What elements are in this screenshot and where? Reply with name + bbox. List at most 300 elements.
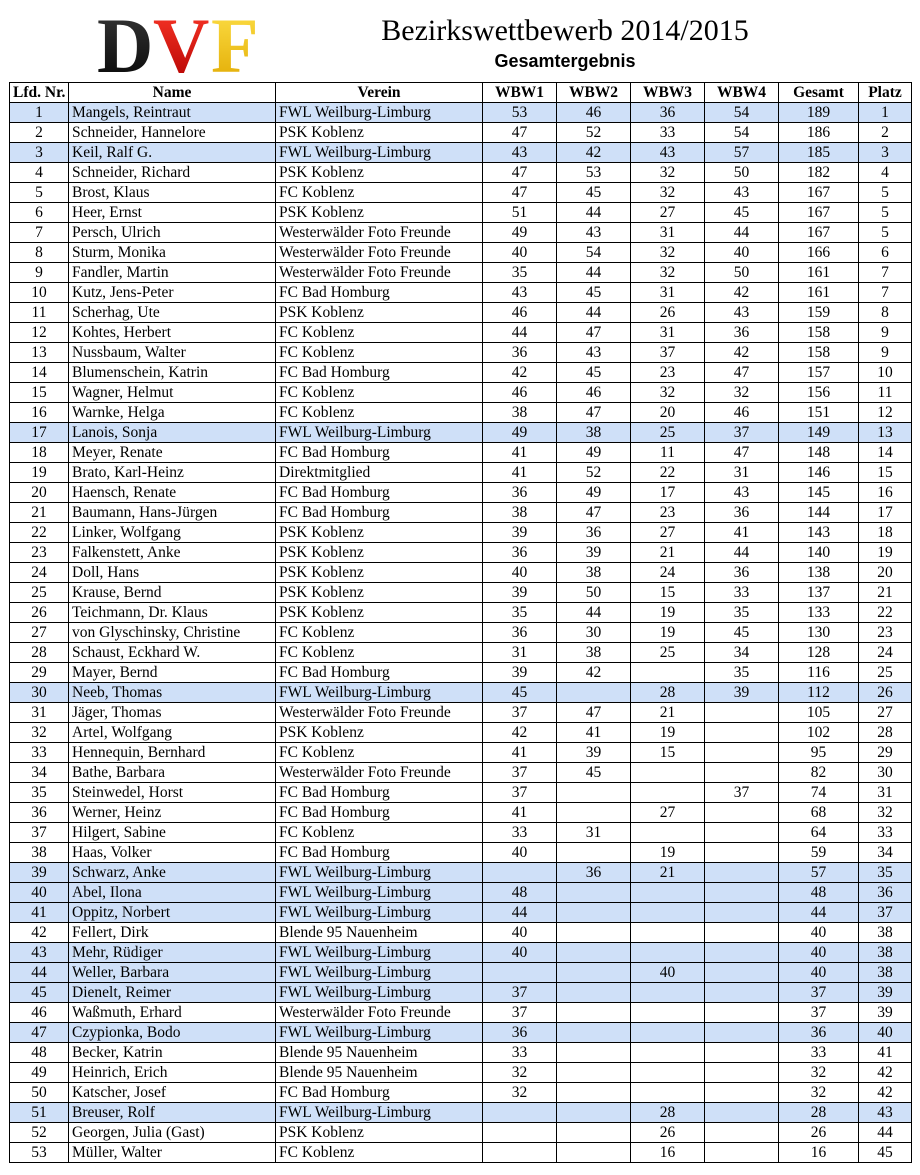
cell-platz: 10 [859,363,912,383]
cell-wbw2: 42 [557,663,631,683]
cell-wbw2: 38 [557,643,631,663]
cell-name: Bathe, Barbara [69,763,276,783]
cell-gesamt: 26 [779,1123,859,1143]
cell-wbw1: 43 [483,143,557,163]
cell-verein: PSK Koblenz [276,303,483,323]
cell-wbw1: 38 [483,503,557,523]
cell-wbw1: 45 [483,683,557,703]
cell-nr: 32 [10,723,69,743]
cell-verein: PSK Koblenz [276,543,483,563]
cell-gesamt: 137 [779,583,859,603]
cell-verein: FC Koblenz [276,403,483,423]
table-row [10,143,912,163]
cell-wbw1: 37 [483,983,557,1003]
cell-nr: 5 [10,183,69,203]
col-header-gesamt: Gesamt [779,83,859,103]
cell-platz: 5 [859,223,912,243]
cell-verein: FC Koblenz [276,823,483,843]
cell-wbw2 [557,963,631,983]
cell-name: Artel, Wolfgang [69,723,276,743]
table-row [10,803,912,823]
cell-wbw1 [483,863,557,883]
cell-nr: 38 [10,843,69,863]
cell-platz: 42 [859,1063,912,1083]
cell-wbw4: 31 [705,463,779,483]
col-header-wbw1: WBW1 [483,83,557,103]
cell-wbw4: 32 [705,383,779,403]
cell-wbw2: 45 [557,363,631,383]
cell-wbw4 [705,1023,779,1043]
cell-wbw4: 54 [705,123,779,143]
cell-wbw3 [631,1083,705,1103]
cell-gesamt: 48 [779,883,859,903]
cell-wbw4: 44 [705,223,779,243]
cell-nr: 8 [10,243,69,263]
cell-platz: 6 [859,243,912,263]
cell-gesamt: 40 [779,943,859,963]
table-row [10,1063,912,1083]
cell-nr: 11 [10,303,69,323]
cell-wbw1: 44 [483,903,557,923]
cell-wbw3 [631,923,705,943]
cell-gesamt: 33 [779,1043,859,1063]
cell-wbw1: 36 [483,1023,557,1043]
cell-gesamt: 149 [779,423,859,443]
cell-name: Becker, Katrin [69,1043,276,1063]
table-row [10,663,912,683]
cell-gesamt: 57 [779,863,859,883]
table-row [10,1023,912,1043]
cell-wbw2: 52 [557,123,631,143]
cell-wbw4 [705,983,779,1003]
cell-platz: 34 [859,843,912,863]
col-header-nr: Lfd. Nr. [10,83,69,103]
table-row [10,163,912,183]
table-row [10,923,912,943]
cell-platz: 23 [859,623,912,643]
dvf-logo [95,6,270,78]
cell-platz: 31 [859,783,912,803]
cell-gesamt: 32 [779,1083,859,1103]
cell-name: Krause, Bernd [69,583,276,603]
cell-wbw3: 17 [631,483,705,503]
cell-wbw1: 31 [483,643,557,663]
cell-wbw4 [705,1003,779,1023]
table-row [10,103,912,123]
table-row [10,783,912,803]
cell-wbw1: 41 [483,803,557,823]
page-subtitle: Gesamtergebnis [494,51,636,71]
cell-wbw2: 41 [557,723,631,743]
cell-wbw2 [557,843,631,863]
cell-gesamt: 158 [779,323,859,343]
cell-wbw4: 36 [705,323,779,343]
cell-wbw2 [557,783,631,803]
cell-name: Wagner, Helmut [69,383,276,403]
cell-verein: PSK Koblenz [276,523,483,543]
cell-wbw1 [483,963,557,983]
cell-wbw3: 33 [631,123,705,143]
cell-nr: 37 [10,823,69,843]
cell-nr: 27 [10,623,69,643]
table-row [10,743,912,763]
cell-wbw2: 47 [557,703,631,723]
cell-gesamt: 44 [779,903,859,923]
cell-wbw2: 45 [557,763,631,783]
cell-wbw4 [705,1103,779,1123]
cell-name: Heer, Ernst [69,203,276,223]
table-row [10,643,912,663]
cell-nr: 18 [10,443,69,463]
cell-name: Kutz, Jens-Peter [69,283,276,303]
cell-wbw2: 45 [557,183,631,203]
cell-platz: 41 [859,1043,912,1063]
table-row [10,303,912,323]
cell-wbw1: 37 [483,763,557,783]
cell-nr: 40 [10,883,69,903]
cell-name: Fandler, Martin [69,263,276,283]
cell-wbw1: 43 [483,283,557,303]
cell-gesamt: 74 [779,783,859,803]
cell-nr: 7 [10,223,69,243]
cell-wbw3: 28 [631,1103,705,1123]
cell-nr: 45 [10,983,69,1003]
cell-verein: FC Bad Homburg [276,1083,483,1103]
cell-wbw3 [631,763,705,783]
cell-wbw1 [483,1103,557,1123]
cell-wbw3: 21 [631,543,705,563]
cell-wbw4 [705,763,779,783]
cell-verein: FC Koblenz [276,383,483,403]
cell-wbw4 [705,943,779,963]
table-row [10,1123,912,1143]
col-header-wbw2: WBW2 [557,83,631,103]
cell-nr: 33 [10,743,69,763]
cell-wbw3 [631,1043,705,1063]
cell-wbw4 [705,883,779,903]
cell-wbw1: 40 [483,563,557,583]
cell-gesamt: 40 [779,963,859,983]
cell-wbw3 [631,1063,705,1083]
cell-nr: 51 [10,1103,69,1123]
cell-wbw3: 19 [631,843,705,863]
cell-wbw4: 36 [705,503,779,523]
cell-name: Falkenstett, Anke [69,543,276,563]
cell-platz: 13 [859,423,912,443]
cell-verein: FC Bad Homburg [276,443,483,463]
cell-gesamt: 102 [779,723,859,743]
cell-gesamt: 145 [779,483,859,503]
cell-name: Baumann, Hans-Jürgen [69,503,276,523]
cell-platz: 42 [859,1083,912,1103]
cell-wbw1: 37 [483,783,557,803]
cell-nr: 28 [10,643,69,663]
cell-wbw2: 46 [557,383,631,403]
cell-nr: 53 [10,1143,69,1163]
table-row [10,523,912,543]
cell-wbw4: 34 [705,643,779,663]
cell-verein: PSK Koblenz [276,1123,483,1143]
cell-platz: 7 [859,283,912,303]
cell-wbw1: 42 [483,723,557,743]
cell-wbw1 [483,1123,557,1143]
cell-wbw1: 33 [483,1043,557,1063]
cell-verein: PSK Koblenz [276,563,483,583]
cell-name: Haensch, Renate [69,483,276,503]
cell-platz: 40 [859,1023,912,1043]
table-row [10,423,912,443]
cell-name: Breuser, Rolf [69,1103,276,1123]
cell-wbw3: 25 [631,423,705,443]
cell-gesamt: 40 [779,923,859,943]
cell-name: Katscher, Josef [69,1083,276,1103]
cell-nr: 52 [10,1123,69,1143]
cell-wbw4 [705,863,779,883]
cell-gesamt: 68 [779,803,859,823]
cell-gesamt: 82 [779,763,859,783]
cell-wbw1: 39 [483,663,557,683]
table-row [10,983,912,1003]
cell-name: von Glyschinsky, Christine [69,623,276,643]
table-row [10,623,912,643]
cell-verein: PSK Koblenz [276,723,483,743]
cell-gesamt: 167 [779,223,859,243]
cell-gesamt: 185 [779,143,859,163]
cell-nr: 9 [10,263,69,283]
cell-nr: 15 [10,383,69,403]
cell-nr: 12 [10,323,69,343]
cell-wbw1: 41 [483,443,557,463]
cell-wbw4 [705,743,779,763]
cell-wbw3: 32 [631,383,705,403]
cell-name: Persch, Ulrich [69,223,276,243]
cell-wbw2 [557,1143,631,1163]
cell-verein: FC Koblenz [276,343,483,363]
cell-name: Heinrich, Erich [69,1063,276,1083]
cell-verein: Blende 95 Nauenheim [276,1043,483,1063]
cell-platz: 44 [859,1123,912,1143]
cell-verein: FWL Weilburg-Limburg [276,863,483,883]
cell-wbw2: 44 [557,203,631,223]
cell-nr: 47 [10,1023,69,1043]
cell-platz: 3 [859,143,912,163]
cell-name: Oppitz, Norbert [69,903,276,923]
cell-wbw2 [557,1083,631,1103]
cell-platz: 7 [859,263,912,283]
cell-nr: 44 [10,963,69,983]
cell-wbw2: 36 [557,523,631,543]
cell-wbw4: 33 [705,583,779,603]
cell-name: Waßmuth, Erhard [69,1003,276,1023]
cell-verein: Westerwälder Foto Freunde [276,1003,483,1023]
table-row [10,843,912,863]
cell-wbw1: 41 [483,463,557,483]
cell-wbw1: 46 [483,303,557,323]
cell-wbw4: 36 [705,563,779,583]
cell-name: Schwarz, Anke [69,863,276,883]
cell-platz: 45 [859,1143,912,1163]
cell-wbw2 [557,683,631,703]
cell-name: Mehr, Rüdiger [69,943,276,963]
cell-nr: 2 [10,123,69,143]
cell-name: Haas, Volker [69,843,276,863]
cell-platz: 35 [859,863,912,883]
results-table [9,82,912,1163]
col-header-wbw4: WBW4 [705,83,779,103]
cell-gesamt: 148 [779,443,859,463]
cell-wbw2 [557,1003,631,1023]
cell-name: Jäger, Thomas [69,703,276,723]
cell-wbw2 [557,803,631,823]
cell-platz: 37 [859,903,912,923]
cell-wbw4: 42 [705,343,779,363]
cell-wbw1: 47 [483,163,557,183]
cell-verein: FWL Weilburg-Limburg [276,1103,483,1123]
cell-nr: 36 [10,803,69,823]
cell-wbw2 [557,883,631,903]
cell-wbw1: 33 [483,823,557,843]
cell-gesamt: 36 [779,1023,859,1043]
cell-gesamt: 37 [779,1003,859,1023]
table-row [10,1103,912,1123]
table-row [10,323,912,343]
cell-nr: 21 [10,503,69,523]
cell-wbw2: 30 [557,623,631,643]
cell-name: Fellert, Dirk [69,923,276,943]
cell-platz: 5 [859,183,912,203]
table-row [10,543,912,563]
cell-verein: FWL Weilburg-Limburg [276,103,483,123]
cell-nr: 13 [10,343,69,363]
cell-wbw4 [705,1063,779,1083]
cell-platz: 27 [859,703,912,723]
cell-wbw3: 11 [631,443,705,463]
cell-wbw1: 37 [483,703,557,723]
cell-nr: 48 [10,1043,69,1063]
cell-nr: 1 [10,103,69,123]
cell-verein: FC Bad Homburg [276,843,483,863]
cell-gesamt: 157 [779,363,859,383]
cell-gesamt: 167 [779,203,859,223]
cell-wbw4: 44 [705,543,779,563]
cell-verein: FC Koblenz [276,643,483,663]
cell-wbw2: 39 [557,743,631,763]
cell-gesamt: 161 [779,283,859,303]
cell-wbw4: 35 [705,603,779,623]
cell-verein: PSK Koblenz [276,163,483,183]
cell-name: Werner, Heinz [69,803,276,823]
cell-wbw3: 36 [631,103,705,123]
cell-gesamt: 167 [779,183,859,203]
table-row [10,123,912,143]
col-header-platz: Platz [859,83,912,103]
cell-platz: 28 [859,723,912,743]
cell-wbw1: 36 [483,483,557,503]
cell-wbw3 [631,823,705,843]
cell-gesamt: 159 [779,303,859,323]
table-row [10,383,912,403]
cell-platz: 1 [859,103,912,123]
cell-wbw1: 46 [483,383,557,403]
cell-platz: 43 [859,1103,912,1123]
cell-wbw2: 47 [557,503,631,523]
cell-wbw4 [705,803,779,823]
cell-wbw3: 26 [631,303,705,323]
cell-platz: 4 [859,163,912,183]
cell-platz: 9 [859,323,912,343]
cell-verein: FC Bad Homburg [276,503,483,523]
table-row [10,243,912,263]
cell-wbw3: 26 [631,1123,705,1143]
cell-wbw1: 47 [483,183,557,203]
cell-wbw4 [705,723,779,743]
cell-name: Scherhag, Ute [69,303,276,323]
cell-gesamt: 112 [779,683,859,703]
table-row [10,883,912,903]
cell-gesamt: 189 [779,103,859,123]
cell-platz: 17 [859,503,912,523]
cell-platz: 24 [859,643,912,663]
cell-verein: FC Koblenz [276,183,483,203]
cell-wbw4 [705,963,779,983]
cell-gesamt: 16 [779,1143,859,1163]
cell-name: Dienelt, Reimer [69,983,276,1003]
cell-wbw2: 36 [557,863,631,883]
cell-wbw4 [705,923,779,943]
cell-wbw3: 16 [631,1143,705,1163]
cell-wbw1: 40 [483,943,557,963]
cell-wbw4 [705,843,779,863]
col-header-verein: Verein [276,83,483,103]
cell-wbw1: 40 [483,843,557,863]
cell-platz: 5 [859,203,912,223]
cell-name: Georgen, Julia (Gast) [69,1123,276,1143]
cell-wbw1: 51 [483,203,557,223]
cell-wbw3: 21 [631,703,705,723]
cell-name: Weller, Barbara [69,963,276,983]
table-row [10,723,912,743]
cell-wbw3: 43 [631,143,705,163]
table-row [10,963,912,983]
cell-nr: 34 [10,763,69,783]
cell-verein: FC Koblenz [276,1143,483,1163]
cell-name: Linker, Wolfgang [69,523,276,543]
cell-wbw2: 46 [557,103,631,123]
cell-gesamt: 138 [779,563,859,583]
cell-nr: 4 [10,163,69,183]
logo-letter-d: D [97,6,154,78]
cell-platz: 2 [859,123,912,143]
table-row [10,203,912,223]
cell-verein: Blende 95 Nauenheim [276,1063,483,1083]
cell-wbw2 [557,1123,631,1143]
cell-wbw3: 32 [631,263,705,283]
cell-wbw2: 54 [557,243,631,263]
cell-platz: 21 [859,583,912,603]
cell-verein: FC Koblenz [276,323,483,343]
cell-wbw4: 45 [705,203,779,223]
cell-wbw2 [557,1063,631,1083]
cell-verein: FC Koblenz [276,623,483,643]
table-row [10,903,912,923]
cell-wbw1: 40 [483,243,557,263]
cell-verein: FWL Weilburg-Limburg [276,683,483,703]
cell-platz: 22 [859,603,912,623]
table-row [10,223,912,243]
cell-wbw2 [557,983,631,1003]
cell-gesamt: 166 [779,243,859,263]
cell-wbw1: 48 [483,883,557,903]
